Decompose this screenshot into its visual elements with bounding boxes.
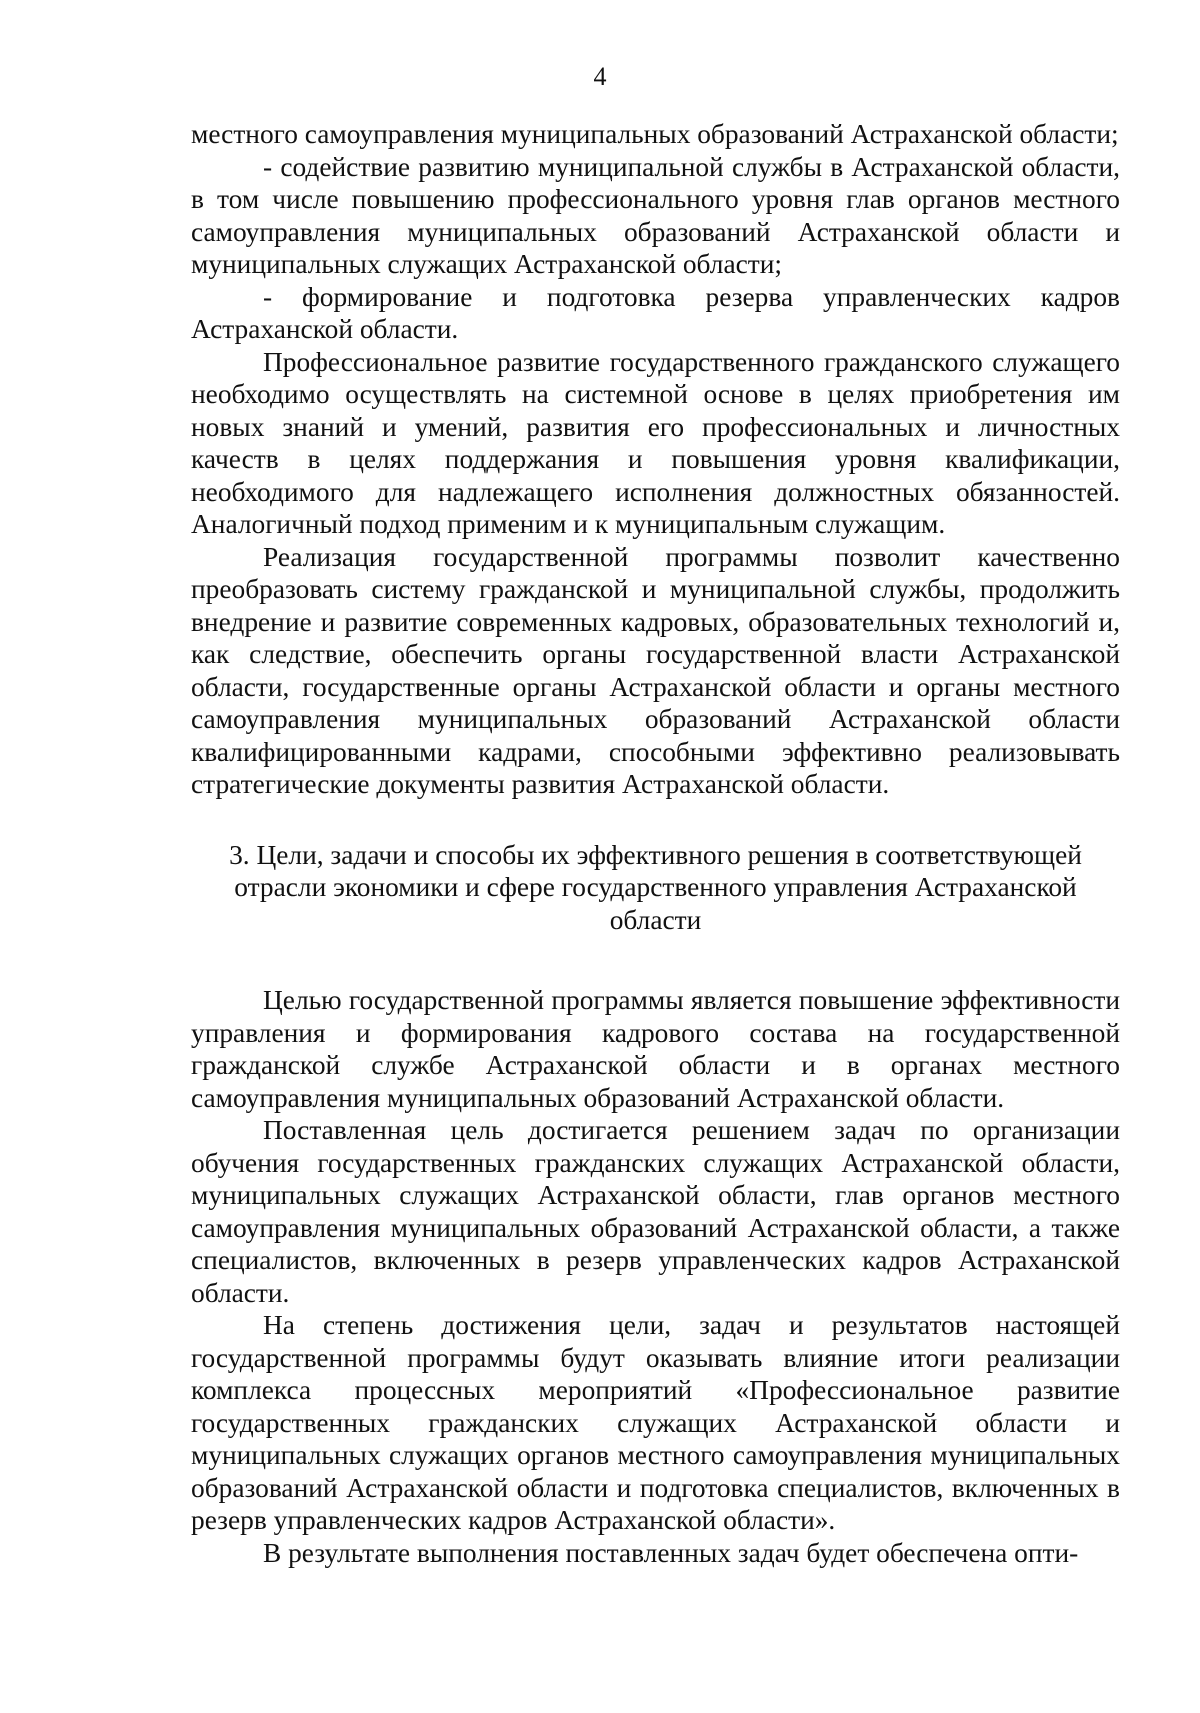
paragraph-list-item: - содействие развитию муниципальной службы в Астраханской области, в том числе повышению профессионального уровня глав органов местного самоуправления муниципальных образований Астраханской области и муниципальных служащих Астраханской области; [191, 151, 1120, 279]
paragraph-list-item: - формирование и подготовка резерва управленческих кадров Астраханской области. [191, 281, 1120, 344]
paragraph: На степень достижения цели, задач и результатов настоящей государственной программы будут оказывать влияние итоги реализации комплекса процессных мероприятий «Профессиональное развитие государственных гражданских служащих Астраханской области и муниципальных служащих органов местного самоуправления муниципальных образований Астраханской области и подготовка специалистов, включенных в резерв управленческих кадров Астраханской области». [191, 1310, 1120, 1535]
paragraph: Профессиональное развитие государственного гражданского служащего необходимо осуществлять на системной основе в целях приобретения им новых знаний и умений, развития его профессиональных и личностных качеств в целях поддержания и повышения уровня квалификации, необходимого для надлежащего исполнения должностных обязанностей. Аналогичный подход применим и к муниципальным служащим. [191, 346, 1120, 539]
section-heading: 3. Цели, задачи и способы их эффективного решения в соответствующей отрасли экономики и сфере государственного управления Астраханской области [229, 839, 1082, 935]
paragraph: Поставленная цель достигается решением задач по организации обучения государственных гражданских служащих Астраханской области, муниципальных служащих Астраханской области, глав органов местного самоуправления муниципальных образований Астраханской области, а также специалистов, включенных в резерв управленческих кадров Астраханской области. [191, 1115, 1120, 1308]
paragraph: Реализация государственной программы позволит качественно преобразовать систему гражданской и муниципальной службы, продолжить внедрение и развитие современных кадровых, образовательных технологий и, как следствие, обеспечить органы государственной власти Астраханской области, государственные органы Астраханской области и органы местного самоуправления муниципальных образований Астраханской области квалифицированными кадрами, способными эффективно реализовывать стратегические документы развития Астраханской области. [191, 541, 1120, 799]
paragraph: Целью государственной программы является повышение эффективности управления и формирования кадрового состава на государственной гражданской службе Астраханской области и в органах местного самоуправления муниципальных образований Астраханской области. [191, 985, 1120, 1113]
page-number: 4 [593, 62, 607, 91]
paragraph: В результате выполнения поставленных задач будет обеспечена опти- [263, 1537, 1079, 1568]
document-body [191, 118, 1120, 1569]
paragraph-continuation: местного самоуправления муниципальных образований Астраханской области; [191, 119, 1119, 149]
